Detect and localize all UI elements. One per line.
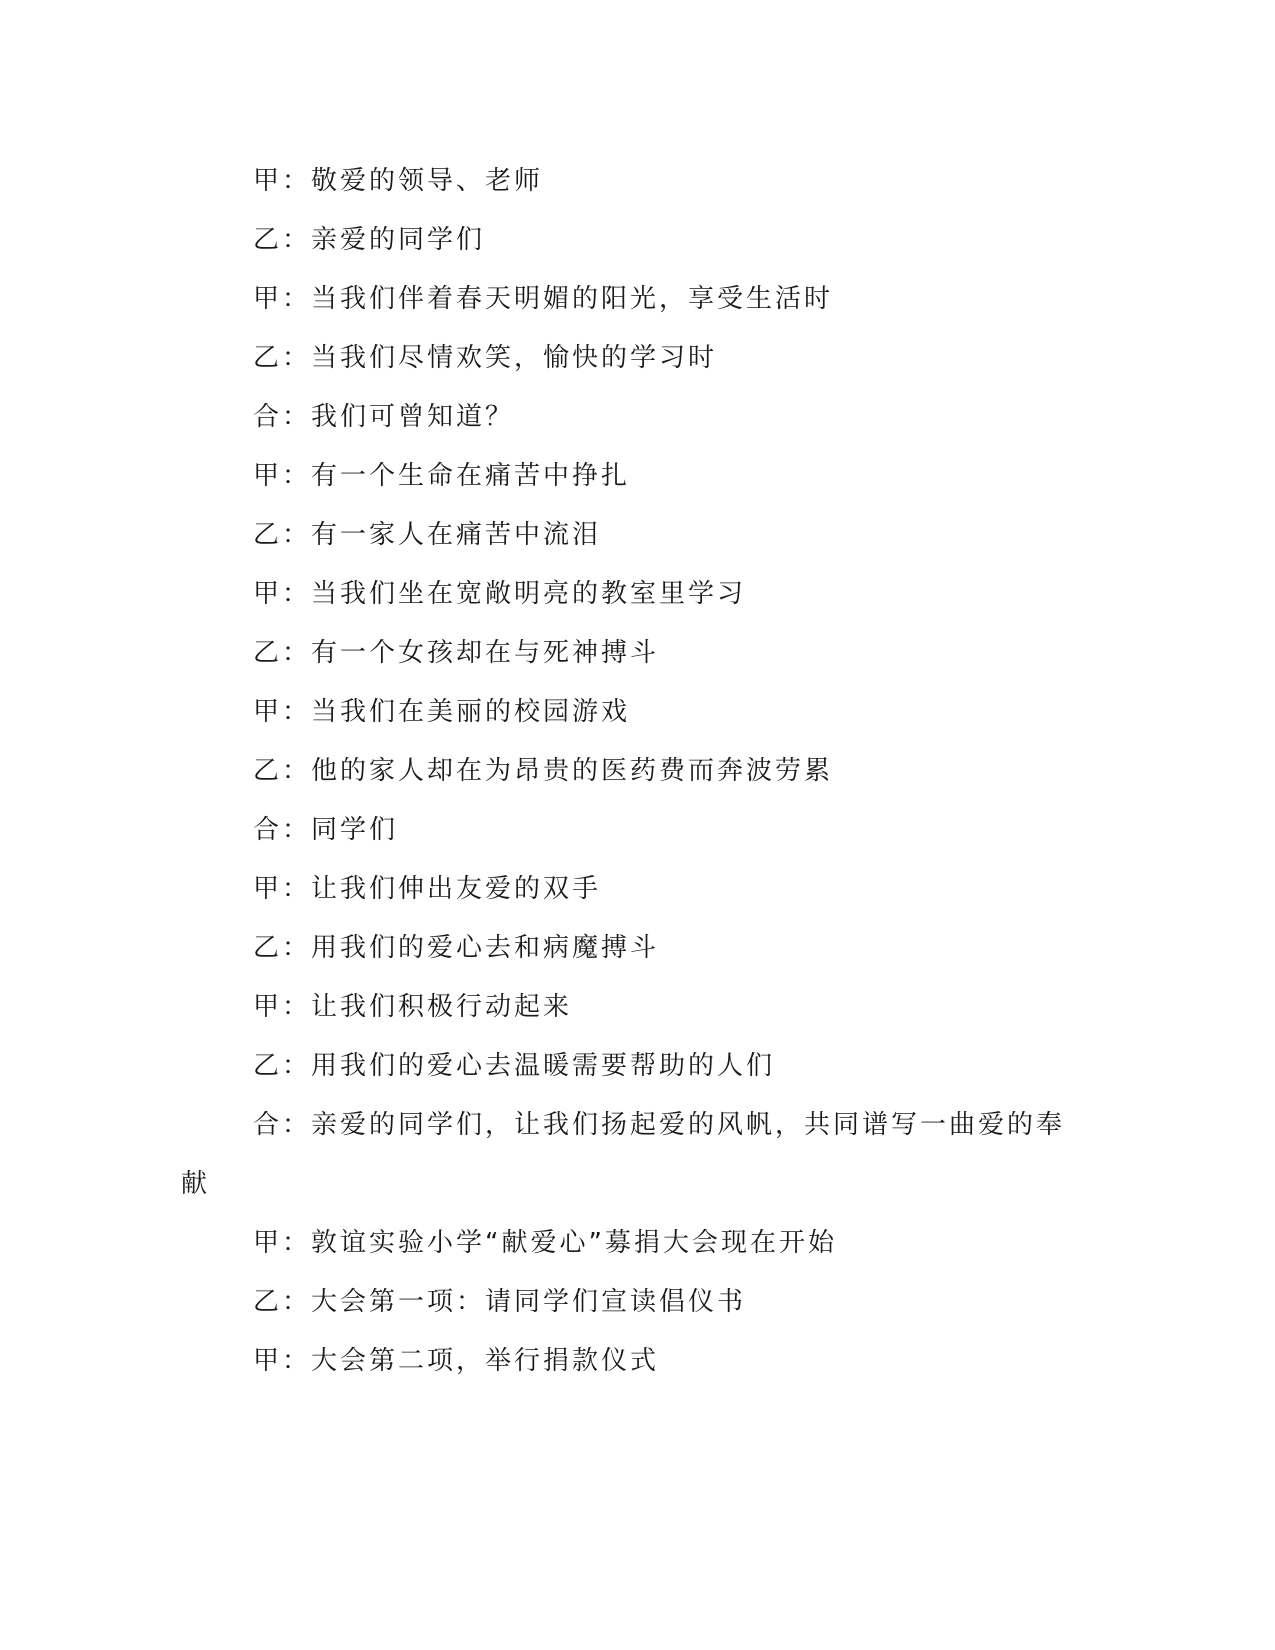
script-line: 乙：用我们的爱心去和病魔搏斗 — [253, 933, 660, 963]
script-line: 甲：让我们积极行动起来 — [253, 992, 573, 1022]
script-line: 乙：他的家人却在为昂贵的医药费而奔波劳累 — [253, 756, 834, 786]
script-line: 合：我们可曾知道？ — [253, 402, 515, 432]
script-line: 甲：当我们伴着春天明媚的阳光，享受生活时 — [253, 284, 834, 314]
script-line: 甲：敦谊实验小学“献爱心”募捐大会现在开始 — [253, 1228, 837, 1258]
script-line: 甲：敬爱的领导、老师 — [253, 166, 544, 196]
script-line: 乙：当我们尽情欢笑，愉快的学习时 — [253, 343, 718, 373]
script-lines — [181, 163, 1081, 1402]
script-line: 合：同学们 — [253, 815, 399, 845]
script-line: 乙：大会第一项：请同学们宣读倡仪书 — [253, 1287, 747, 1317]
script-line: 乙：有一个女孩却在与死神搏斗 — [253, 638, 660, 668]
script-line: 乙：用我们的爱心去温暖需要帮助的人们 — [253, 1051, 776, 1081]
script-line: 乙：亲爱的同学们 — [253, 225, 486, 255]
script-line-continuation: 献 — [181, 1169, 211, 1199]
script-line: 甲：让我们伸出友爱的双手 — [253, 874, 602, 904]
script-line: 合：亲爱的同学们，让我们扬起爱的风帆，共同谱写一曲爱的奉 — [253, 1110, 1066, 1140]
script-line: 甲：当我们在美丽的校园游戏 — [253, 697, 631, 727]
script-line: 甲：有一个生命在痛苦中挣扎 — [253, 461, 631, 491]
script-line: 乙：有一家人在痛苦中流泪 — [253, 520, 602, 550]
script-line: 甲：当我们坐在宽敞明亮的教室里学习 — [253, 579, 747, 609]
script-line: 甲：大会第二项，举行捐款仪式 — [253, 1346, 660, 1376]
